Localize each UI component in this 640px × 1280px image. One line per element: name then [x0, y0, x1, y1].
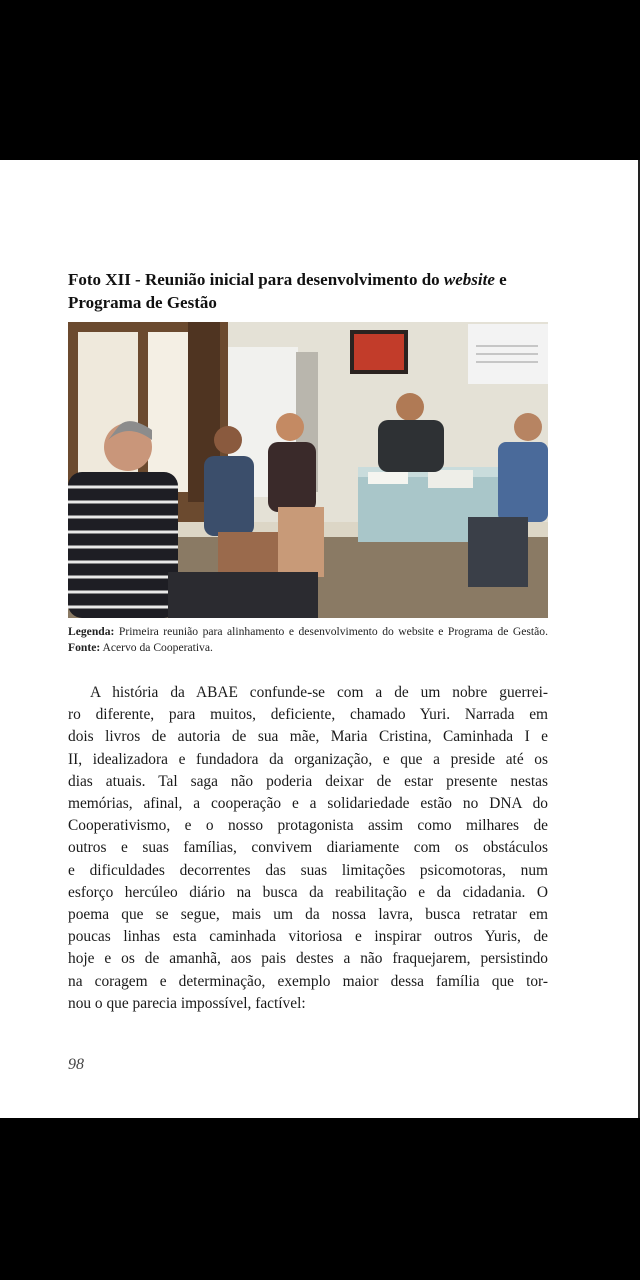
paragraph-line: na coragem e determinação, exemplo maior dessa família que tor- — [68, 972, 548, 990]
paragraph-line: dias atuais. Tal saga não poderia deixar de estar presente nestas — [68, 772, 548, 790]
paragraph-line: esforço hercúleo diário na busca da reabilitação e da cidadania. O — [68, 883, 548, 901]
photo-caption — [68, 624, 548, 656]
paragraph-line: outros e suas famílias, convivem diariamente com os obstáculos — [68, 839, 548, 857]
body-paragraph — [68, 682, 548, 1015]
paragraph-line: poucas linhas esta caminhada vitoriosa e inspirar outros Yuris, de — [68, 928, 548, 946]
caption-legend-text: Primeira reunião para alinhamento e desenvolvimento do website e Programa de Gestão. — [114, 625, 548, 638]
bottom-black-bar — [0, 1118, 640, 1280]
caption-source-label: Fonte: — [68, 641, 101, 654]
paragraph-line: poema que se segue, mais um da nossa lavra, busca retratar em — [68, 906, 548, 924]
title-emphasis: website — [443, 270, 495, 289]
book-page — [0, 160, 638, 1118]
paragraph-line: hoje e os de amanhã, aos pais destes a não fraquejarem, persistindo — [68, 950, 548, 968]
caption-source-text: Acervo da Cooperativa. — [100, 641, 213, 654]
paragraph-line: ro diferente, para muitos, deficiente, chamado Yuri. Narrada em — [68, 706, 548, 724]
title-text: Foto XII - Reunião inicial para desenvolvimento do — [68, 270, 444, 289]
meeting-photo-illustration — [68, 322, 548, 618]
paragraph-line: A história da ABAE confunde-se com a de um nobre guerrei- — [90, 684, 548, 701]
meeting-photo — [68, 322, 548, 618]
photo-title — [68, 268, 548, 314]
top-black-bar — [0, 0, 640, 160]
paragraph-line: nou o que parecia impossível, factível: — [68, 994, 306, 1012]
paragraph-line: II, idealizadora e fundadora da organização, e que a preside até os — [68, 750, 548, 768]
paragraph-line: e dificuldades decorrentes das suas limitações psicomotoras, num — [68, 861, 548, 879]
paragraph-line: Cooperativismo, e o nosso protagonista assim como milhares de — [68, 817, 548, 835]
paragraph-line: memórias, afinal, a cooperação e a solidariedade estão no DNA do — [68, 795, 548, 813]
page-number: 98 — [68, 1056, 84, 1073]
paragraph-line: dois livros de autoria de sua mãe, Maria Cristina, Caminhada I e — [68, 728, 548, 746]
caption-legend-label: Legenda: — [68, 625, 115, 638]
title-text-end: e Programa de Gestão — [68, 270, 507, 312]
